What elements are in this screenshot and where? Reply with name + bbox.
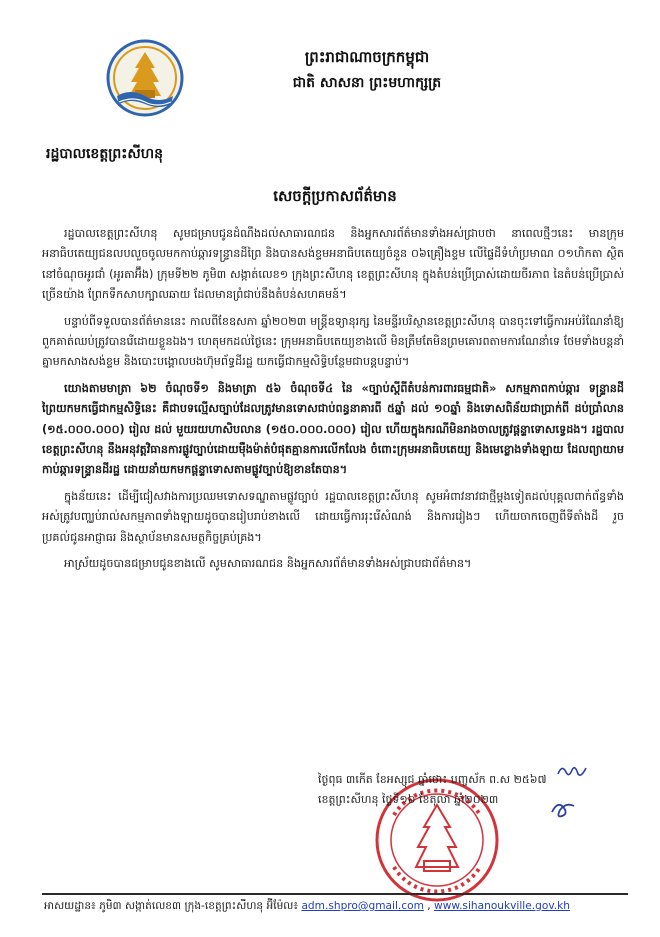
provincial-emblem-logo (105, 38, 185, 118)
place-and-date: ខេត្តព្រះសីហនុ ថ្ងៃទី១៦ ខែតុលា ឆ្នាំ២០២៣ (318, 793, 499, 806)
paragraph-2: បន្ទាប់ពីទទួលបានព័ត៌មាននេះ កាលពីខែឧសភា ឆ្នាំ២០២៣ មន្ត្រីឧទ្យានុរក្ស នៃមន្ទីរបរិស្ថានខេត្តព្រះសីហនុ បានចុះទៅធ្វើការអប់រំណែនាំឱ្យពួកគាត់ឈប់ត្រូវបានរើដោយខ្លួនឯង។ ហេតុមកដល់ថ្ងៃនេះ ក្រុមអនាធិបតេយ្យខាងលើ មិនត្រឹមតែមិនព្រមគោរពតាមការណែនាំទេ ថែមទាំងបន្តនាំគ្នាមកសាងសង់ខ្ទម និងបោះបង្គោលបងហ៊ុមព័ទ្ធដីរដ្ឋ យកធ្វើជាកម្មសិទ្ធិបន្ថែមជាបន្តបន្ទាប់។ (42, 314, 624, 369)
paragraph-3-legal: យោងតាមមាត្រា ៦២ ចំណុចទី១ និងមាត្រា ៥៦ ចំណុចទី៤ នៃ «ច្បាប់ស្ដីពីតំបន់ការពារធម្មជាតិ» សកម្មភាពកាប់ឆ្ការ ទន្ទ្រានដីព្រៃយកមកធ្វើជាកម្មសិទ្ធិនេះ គឺជាបទល្មើសច្បាប់ដែលត្រូវមានទោសជាប់ពន្ធនាគារពី ៥ឆ្នាំ ដល់ ១០ឆ្នាំ និងទោសពិន័យជាប្រាក់ពី ដប់ប្រាំលាន (១៥.០០០.០០០) រៀល ដល់ មួយរយហាសិបលាន (១៥០.០០០.០០០) រៀល ហើយក្នុងករណីមិនរាងចាលត្រូវផ្ដន្ទាទោសទ្វេដង។ រដ្ឋបាលខេត្តព្រះសីហនុ នឹងអនុវត្តវិធានការផ្លូវច្បាប់ដោយម៉ឺងម៉ាត់បំផុតគ្មានការលើកលែង ចំពោះក្រុមអនាធិបតេយ្យ និងមេខ្លោងទាំងឡាយ ដែលព្យាយាមកាប់ឆ្ការទន្ទ្រានដីរដ្ឋ ដោយនាំយកមកផ្ដន្ទាទោសតាមផ្លូវច្បាប់ឱ្យខានតែបាន។ (42, 381, 624, 477)
national-motto: ជាតិ សាសនា ព្រះមហាក្សត្រ (292, 75, 442, 91)
footer-divider (42, 893, 628, 895)
document-title: សេចក្ដីប្រកាសព័ត៌មាន (273, 187, 397, 205)
paragraph-5-closing: អាស្រ័យដូចបានជម្រាបជូនខាងលើ សូមសាធារណជន និងអ្នកសារព័ត៌មានទាំងអស់ជ្រាបជាព័ត៌មាន។ (64, 557, 472, 571)
paragraph-4: ក្នុងន័យនេះ ដើម្បីជៀសវាងការប្រឈមទោសទណ្ឌតាមផ្លូវច្បាប់ រដ្ឋបាលខេត្តព្រះសីហនុ សូមអំពាវនាវជាថ្មីម្ដងទៀតដល់បុគ្គលពាក់ព័ន្ធទាំងអស់ត្រូវបញ្ឈប់រាល់សកម្មភាពទាំងឡាយដូចបានរៀបរាប់ខាងលើ ដោយធ្វើការរុះរើសំណង់ និងការរៀងៗ ហើយចាកចេញពីទីតាំងដី រួចប្រគល់ជូនអាជ្ញាធរ និងស្ថាប័នមានសមត្ថកិច្ចគ្រប់គ្រង។ (42, 489, 624, 544)
lunar-date: ថ្ងៃពុធ ៣កើត ខែអស្សុជ ឆ្នាំថោះ បញ្ចស័ក ព.ស ២៥៦៧ (318, 773, 547, 786)
footer-address: អាសយដ្ឋាន៖ ភូមិ៣ សង្កាត់លេខ៣ ក្រុង-ខេត្តព្រះសីហនុ អ៊ីម៉ែល៖ (44, 900, 299, 912)
paragraph-1: រដ្ឋបាលខេត្តព្រះសីហនុ សូមជម្រាបជូនដំណឹងដល់សាធារណជន និងអ្នកសារព័ត៌មានទាំងអស់ជ្រាបថា នាពេលថ្មីៗនេះ មានក្រុមអនាធិបតេយ្យជនលបលួចចូលមកកាប់ឆ្ការទន្ទ្រានដីព្រៃ និងបានសង់ខ្ទមអនាធិបតេយ្យចំនួន ០៦គ្រឿងខ្ទម លើផ្ទៃដីទំហំប្រមាណ ០១ហិកតា ស្ថិតនៅចំណុចអូរជាំ (អូរតាអ៊ឹង) ក្រុមទី២២ ភូមិ៣ សង្កាត់លេខ១ ក្រុងព្រះសីហនុ ខេត្តព្រះសីហនុ ក្នុងតំបន់ប្រើប្រាស់ដោយចីរភាព នៃតំបន់ប្រើប្រាស់ច្រើនយ៉ាង ព្រែកទឹកសាបក្បាលឆាយ ដែលមានព្រំជាប់នឹងតំបន់សហគមន៍។ (42, 227, 624, 302)
organization-name: រដ្ឋបាលខេត្តព្រះសីហនុ (46, 146, 163, 162)
footer-separator: , (427, 900, 431, 912)
kingdom-motto (252, 44, 482, 96)
date-signature (548, 796, 578, 822)
footer-contact (44, 900, 634, 915)
website-link[interactable]: www.sihanoukville.gov.kh (434, 900, 571, 912)
email-link[interactable]: adm.shpro@gmail.com (301, 900, 424, 912)
document-body (42, 224, 624, 581)
kingdom-name: ព្រះរាជាណាចក្រកម្ពុជា (304, 48, 430, 66)
